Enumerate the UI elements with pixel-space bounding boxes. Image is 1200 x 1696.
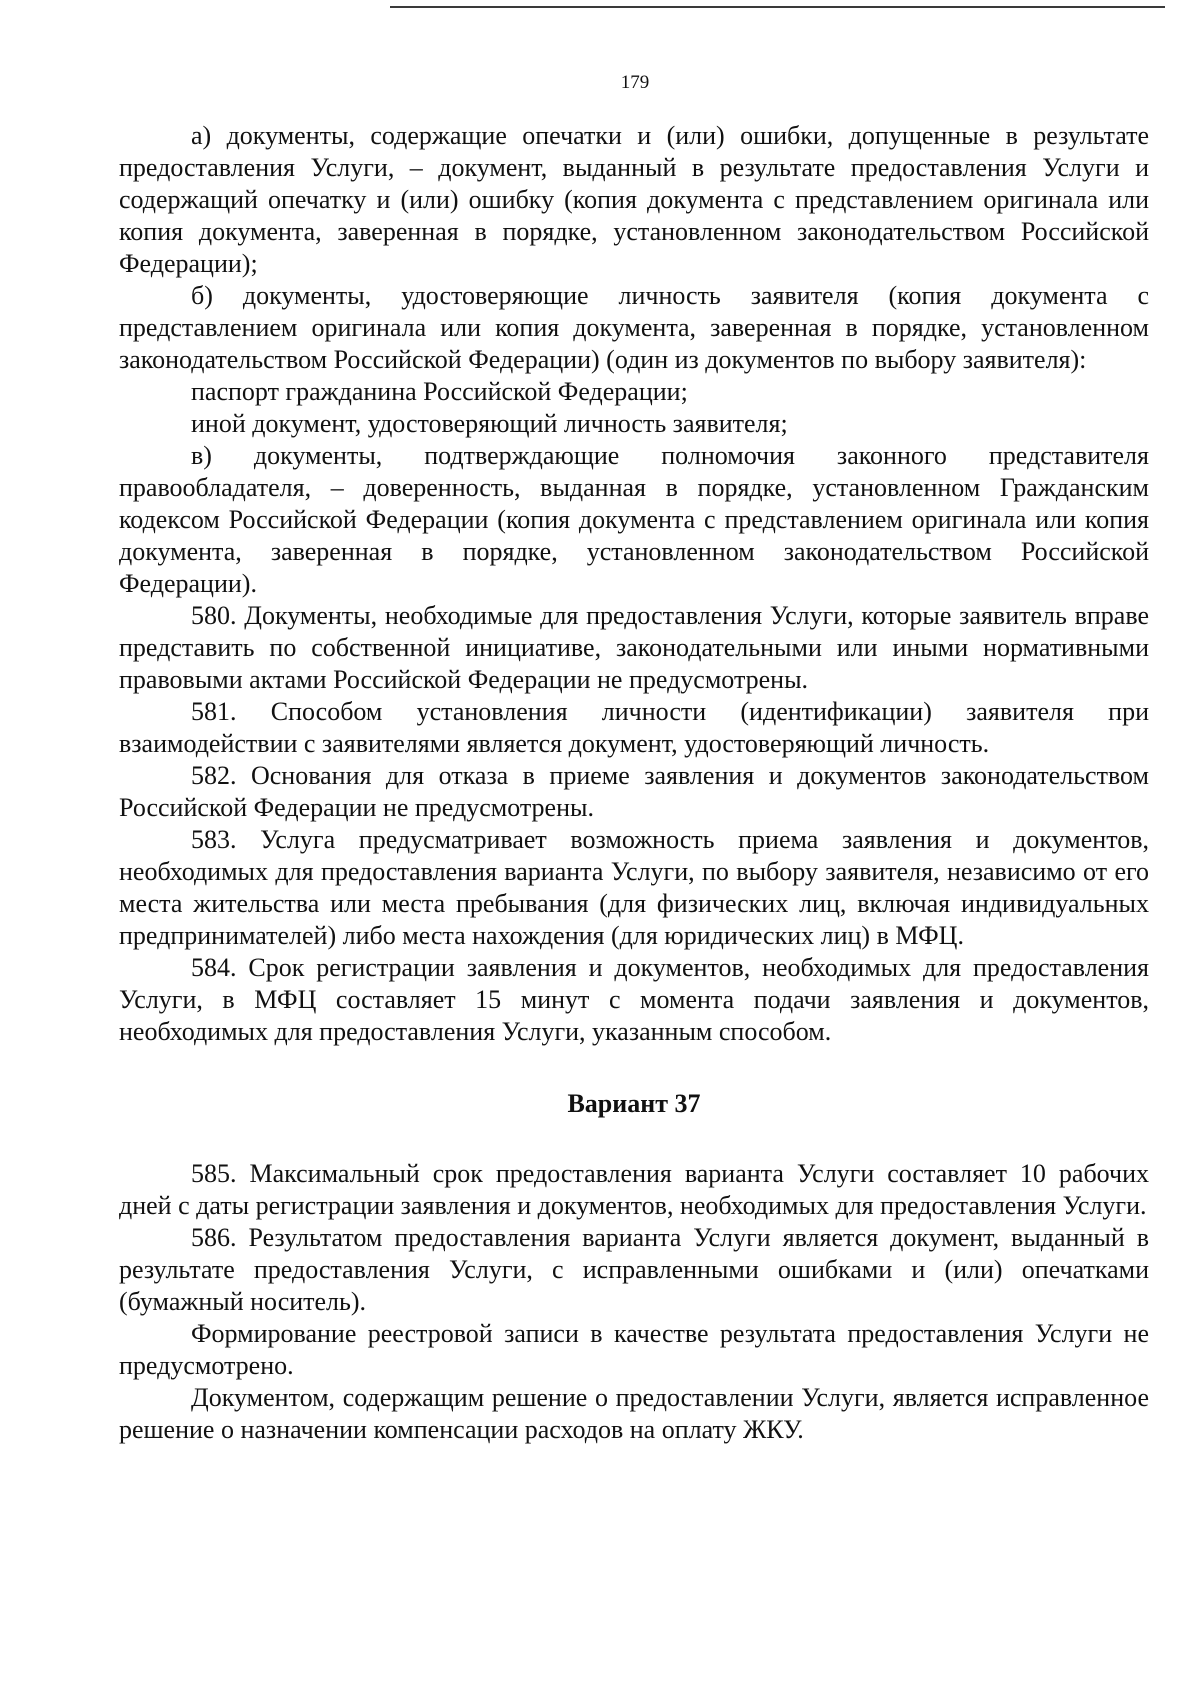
paragraph-584: 584. Срок регистрации заявления и документов, необходимых для предоставления Услуги, в МФЦ составляет 15 минут с момента подачи заявления и документов, необходимых для предоставления Услуги, указанным способом. (119, 953, 1149, 1046)
paragraph-580: 580. Документы, необходимые для предоставления Услуги, которые заявитель вправе представить по собственной инициативе, законодательными или иными нормативными правовыми актами Российской Федерации не предусмотрены. (119, 601, 1149, 694)
paragraph-v-representative-documents: в) документы, подтверждающие полномочия законного представителя правообладателя, – доверенность, выданная в порядке, установленном Гражданским кодексом Российской Федерации (копия документа с представлением оригинала или копия документа, заверенная в порядке, установленном законодательством Российской Федерации). (119, 441, 1149, 598)
paragraph-a-documents-with-errors: а) документы, содержащие опечатки и (или) ошибки, допущенные в результате предоставления Услуги, – документ, выданный в результате предоставления Услуги и содержащий опечатку и (или) ошибку (копия документа с представлением оригинала или копия документа, заверенная в порядке, установленном законодательством Российской Федерации); (119, 121, 1149, 278)
paragraph-586: 586. Результатом предоставления варианта Услуги является документ, выданный в результате предоставления Услуги, с исправленными ошибками и (или) опечатками (бумажный носитель). (119, 1223, 1149, 1316)
paragraph-585: 585. Максимальный срок предоставления варианта Услуги составляет 10 рабочих дней с даты регистрации заявления и документов, необходимых для предоставления Услуги. (119, 1159, 1149, 1220)
paragraph-582: 582. Основания для отказа в приеме заявления и документов законодательством Российской Федерации не предусмотрены. (119, 761, 1149, 822)
top-rule (390, 6, 1165, 8)
page-number: 179 (620, 72, 650, 93)
document-body (119, 120, 1149, 1446)
paragraph-decision-document: Документом, содержащим решение о предоставлении Услуги, является исправленное решение о назначении компенсации расходов на оплату ЖКУ. (119, 1383, 1149, 1444)
paragraph-581: 581. Способом установления личности (идентификации) заявителя при взаимодействии с заявителями является документ, удостоверяющий личность. (119, 697, 1149, 758)
section-heading: Вариант 37 (567, 1089, 701, 1118)
paragraph-b-identity-documents: б) документы, удостоверяющие личность заявителя (копия документа с представлением оригинала или копия документа, заверенная в порядке, установленном законодательством Российской Федерации) (один из документов по выбору заявителя): (119, 281, 1149, 374)
paragraph-583: 583. Услуга предусматривает возможность приема заявления и документов, необходимых для предоставления варианта Услуги, по выбору заявителя, независимо от его места жительства или места пребывания (для физических лиц, включая индивидуальных предпринимателей) либо места нахождения (для юридических лиц) в МФЦ. (119, 825, 1149, 950)
paragraph-passport: паспорт гражданина Российской Федерации; (191, 377, 688, 406)
paragraph-other-identity-document: иной документ, удостоверяющий личность заявителя; (191, 409, 788, 438)
paragraph-registry-record: Формирование реестровой записи в качестве результата предоставления Услуги не предусмотрено. (119, 1319, 1149, 1380)
